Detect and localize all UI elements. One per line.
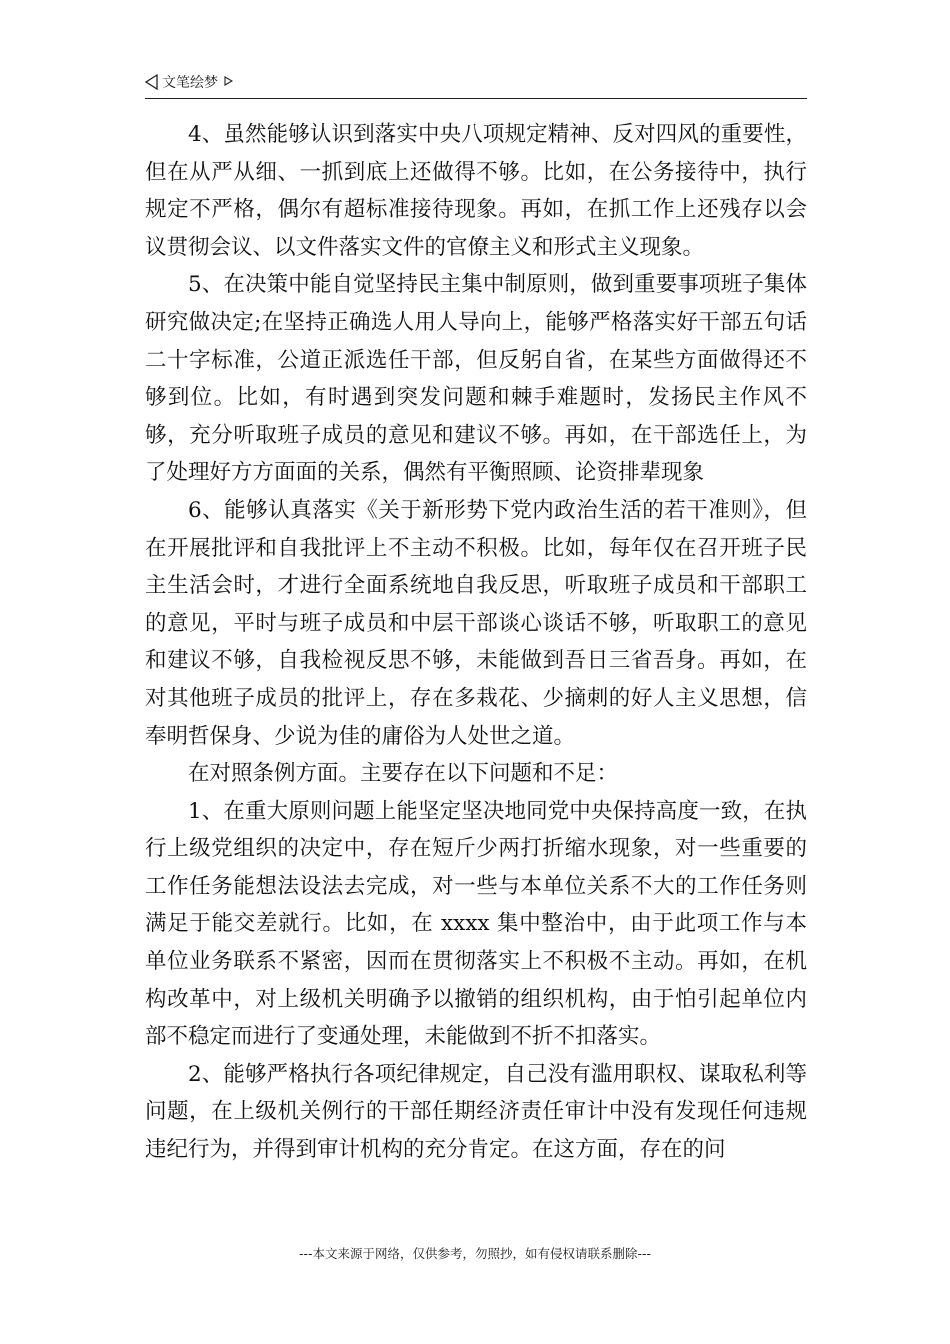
paragraph: 1、在重大原则问题上能坚定坚决地同党中央保持高度一致，在执行上级党组织的决定中，存在短斤少两打折缩水现象，对一些重要的工作任务能想法设法去完成，对一些与本单位关系不大的工作任务则满足于能交差就行。比如，在 xxxx 集中整治中，由于此项工作与本单位业务联系不紧密，因而在贯彻落实上不积极不主动。再如，在机构改革中，对上级机关明确予以撤销的组织机构，由于怕引起单位内部不稳定而进行了变通处理，未能做到不折不扣落实。 bbox=[145, 798, 807, 1050]
document-body bbox=[145, 116, 807, 1169]
header-brand: 文笔绘梦 bbox=[162, 75, 218, 91]
triangle-left-icon bbox=[145, 74, 158, 90]
paragraph: 4、虽然能够认识到落实中央八项规定精神、反对四风的重要性，但在从严从细、一抓到底上还做得不够。比如，在公务接待中，执行规定不严格，偶尔有超标准接待现象。再如，在抓工作上还残存以会议贯彻会议、以文件落实文件的官僚主义和形式主义现象。 bbox=[145, 122, 807, 260]
paragraph: 2、能够严格执行各项纪律规定，自己没有滥用职权、谋取私利等问题，在上级机关例行的干部任期经济责任审计中没有发现任何违规违纪行为，并得到审计机构的充分肯定。在这方面，存在的问 bbox=[145, 1061, 807, 1163]
footer-notice: ---本文来源于网络，仅供参考，勿照抄，如有侵权请联系删除--- bbox=[298, 1246, 652, 1261]
paragraph: 在对照条例方面。主要存在以下问题和不足： bbox=[188, 761, 619, 787]
triangle-right-icon bbox=[224, 76, 233, 86]
page-header bbox=[145, 74, 807, 99]
paragraph: 5、在决策中能自觉坚持民主集中制原则，做到重要事项班子集体研究做决定;在坚持正确选人用人导向上，能够严格落实好干部五句话二十字标准，公道正派选任干部，但反躬自省，在某些方面做得还不够到位。比如，有时遇到突发问题和棘手难题时，发扬民主作风不够，充分听取班子成员的意见和建议不够。再如，在干部选任上，为了处理好方方面面的关系，偶然有平衡照顾、论资排辈现象 bbox=[145, 272, 807, 486]
paragraph: 6、能够认真落实《关于新形势下党内政治生活的若干准则》，但在开展批评和自我批评上不主动不积极。比如，每年仅在召开班子民主生活会时，才进行全面系统地自我反思，听取班子成员和干部职工的意见，平时与班子成员和中层干部谈心谈话不够，听取职工的意见和建议不够，自我检视反思不够，未能做到吾日三省吾身。再如，在对其他班子成员的批评上，存在多栽花、少摘刺的好人主义思想，信奉明哲保身、少说为佳的庸俗为人处世之道。 bbox=[145, 497, 807, 749]
